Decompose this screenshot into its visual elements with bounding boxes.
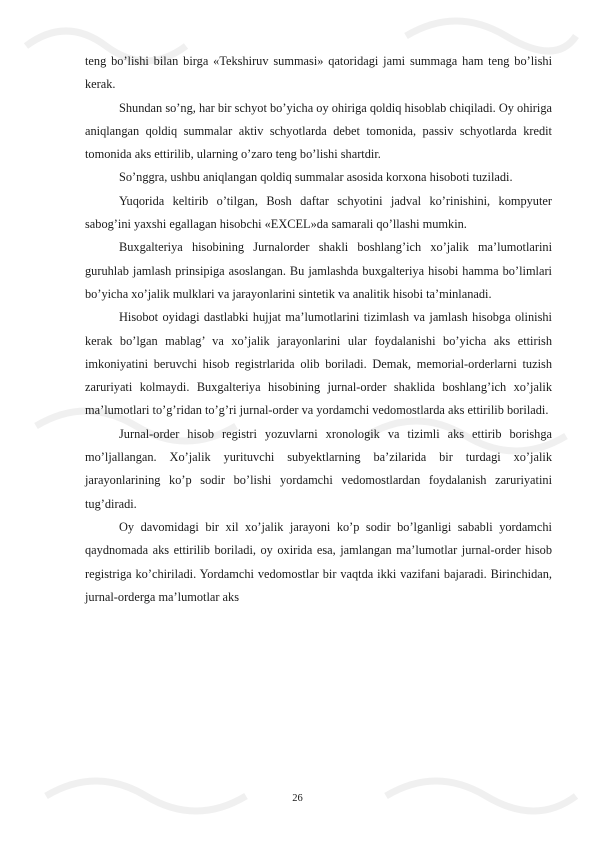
paragraph: Shundan so’ng, har bir schyot bo’yicha oy ohiriga qoldiq hisoblab chiqiladi. Oy ohiriga aniqlangan qoldiq summalar aktiv schyotlarda debet tomonida, passiv schyotlarda kredit tomonida aks ettirilib, ularning o’zaro teng bo’lishi shartdir.: [85, 100, 552, 162]
paragraph: Hisobot oyidagi dastlabki hujjat ma’lumotlarini tizimlash va jamlash hisobga olinishi kerak bo’lgan mablag’ va xo’jalik jarayonlarini ular foydalanishi bo’yicha aks ettirish imkoniyatini beruvchi hisob registrlarida olib boriladi. Demak, memorial-orderlarni tuzish zaruriyati kolmaydi. Buxgalteriya hisobining jurnal-order shaklida boshlang’ich xo’jalik ma’lumotlari to’g’ridan to’g’ri jurnal-order va yordamchi vedomostlarda aks ettirilib boriladi.: [85, 310, 552, 418]
paragraph: teng bo’lishi bilan birga «Tekshiruv summasi» qatoridagi jami summaga ham teng bo’lishi kerak.: [85, 54, 552, 92]
paragraph: Oy davomidagi bir xil xo’jalik jarayoni ko’p sodir bo’lganligi sababli yordamchi qaydnomada aks ettirilib boriladi, oy oxirida esa, jamlangan ma’lumotlar jurnal-order hisob registriga ko’chiriladi. Yordamchi vedomostlar bir vaqtda ikki vazifani bajaradi. Birinchidan, jurnal-orderga ma’lumotlar aks: [85, 519, 552, 604]
paragraph: So’nggra, ushbu aniqlangan qoldiq summalar asosida korxona hisoboti tuziladi.: [119, 170, 513, 185]
paragraph: Jurnal-order hisob registri yozuvlarni xronologik va tizimli aks ettirib borishga mo’ljallangan. Xo’jalik yurituvchi subyektlarning ba’zilarida bir turdagi xo’jalik jarayonlarining ko’p sodir bo’lishi yordamchi vedomostlardan foydalanish zaruriyatini tug’diradi.: [85, 426, 552, 511]
page-number: 26: [292, 793, 303, 804]
paragraph: Yuqorida keltirib o’tilgan, Bosh daftar schyotini jadval ko’rinishini, kompyuter sabog’ini yaxshi egallagan hisobchi «EXCEL»da samarali qo’llashi mumkin.: [85, 193, 552, 232]
paragraph: Buxgalteriya hisobining Jurnalorder shakli boshlang’ich xo’jalik ma’lumotlarini guruhlab jamlash prinsipiga asoslangan. Bu jamlashda buxgalteriya hisobi hamma bo’limlari bo’yicha xo’jalik mulklari va jarayonlarini sintetik va analitik hisobi ta’minlanadi.: [85, 240, 552, 301]
document-body: [85, 50, 552, 609]
